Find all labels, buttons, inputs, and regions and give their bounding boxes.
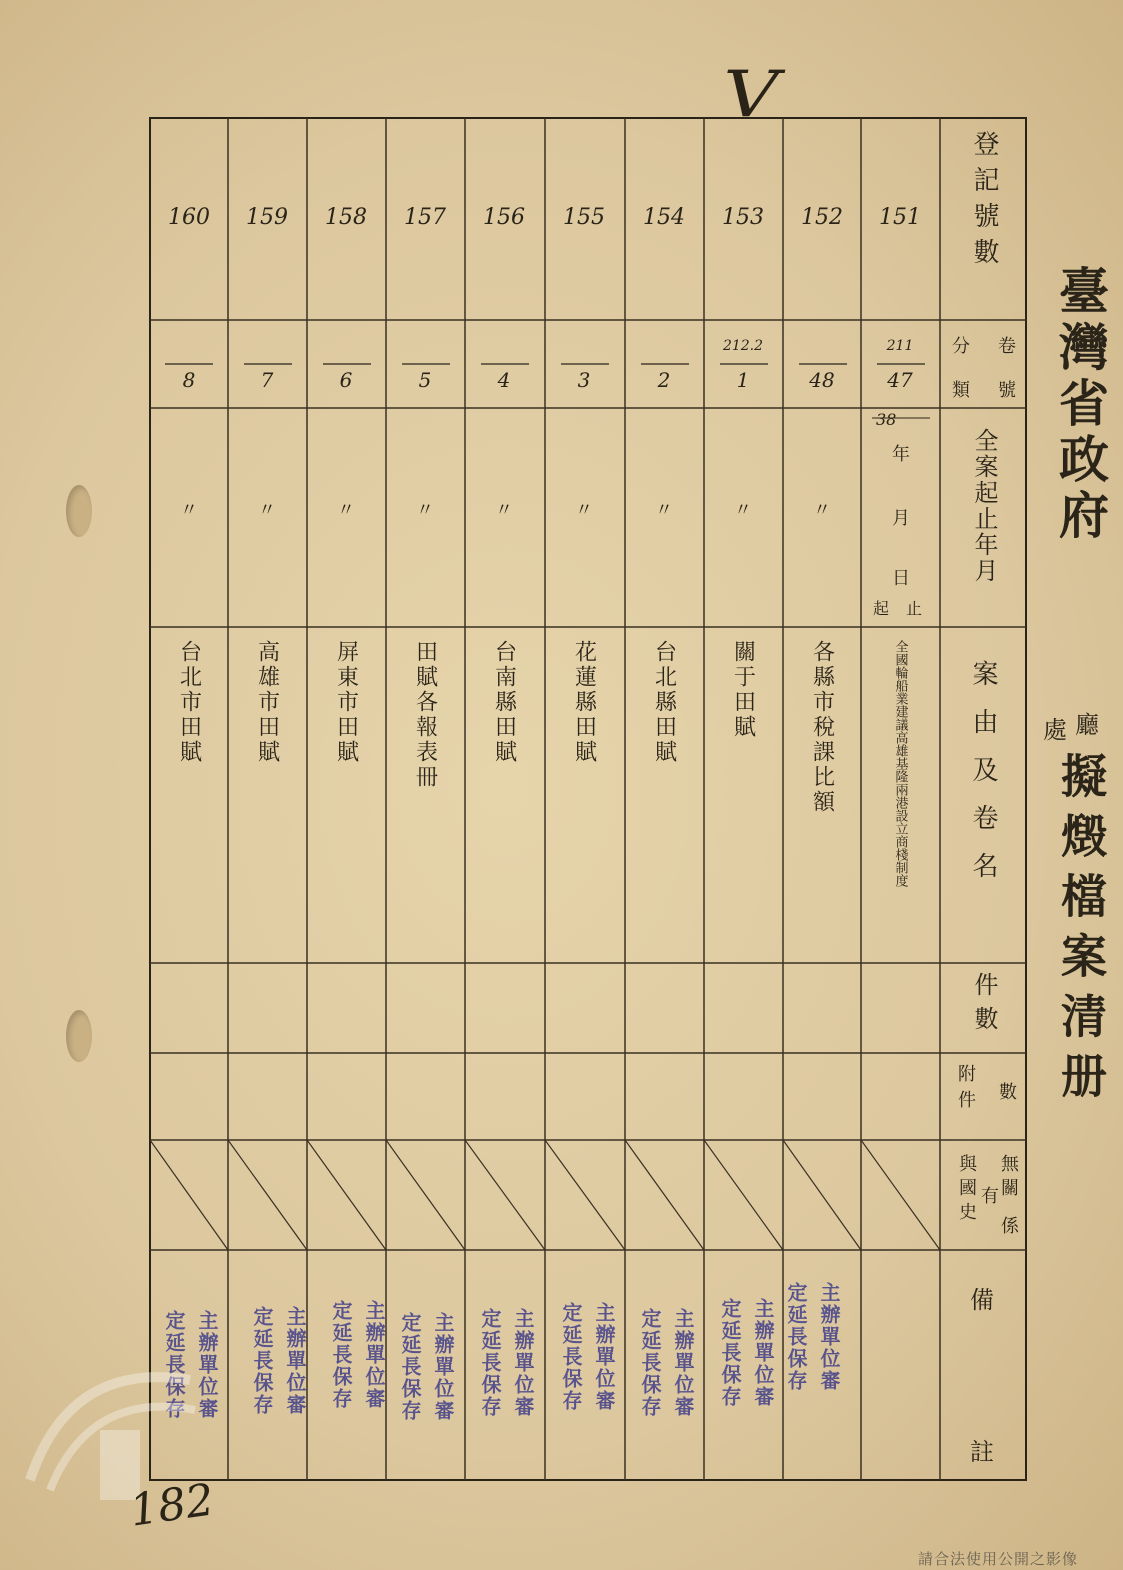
- reg-no-157: 157: [404, 205, 446, 230]
- remark-stamp-153: 定延長保存 主辦單位審: [638, 1308, 695, 1418]
- reg-no-155: 155: [563, 205, 605, 230]
- date-start: 起: [873, 599, 890, 618]
- header-nat-hist-c: 係: [998, 1216, 1019, 1234]
- remark-stamp-151: 定延長保存 主辦單位審: [784, 1282, 841, 1392]
- subject-152: 各縣市稅課比額: [809, 640, 835, 815]
- subject-160: 台北市田賦: [176, 640, 202, 765]
- date-year: 年: [892, 444, 910, 465]
- title-sub-left: 處: [1043, 716, 1067, 744]
- file-no-154: 2: [657, 368, 671, 392]
- header-nat-hist-a: 無關: [998, 1154, 1019, 1202]
- file-no-157: 5: [418, 368, 432, 392]
- subject-157: 田賦各報表冊: [412, 640, 438, 790]
- remark-stamp-155: 定延長保存 主辦單位審: [478, 1308, 535, 1418]
- subject-153: 關于田賦: [730, 640, 756, 740]
- page-number: 182: [126, 1474, 218, 1537]
- date-ditto-156: 〃: [495, 500, 513, 521]
- title-sub-right: 廳: [1075, 711, 1099, 739]
- date-day: 日: [892, 568, 910, 589]
- header-reg-no: 登記號數: [969, 130, 999, 274]
- date-year-num: 38: [876, 410, 897, 429]
- date-ditto-152: 〃: [813, 500, 831, 521]
- header-remarks-a: 備: [970, 1286, 994, 1314]
- class-no-153: 212.2: [722, 338, 764, 354]
- remark-stamp-156: 定延長保存 主辦單位審: [398, 1312, 455, 1422]
- check-mark: V: [723, 58, 779, 132]
- subject-156: 台南縣田賦: [491, 640, 517, 765]
- reg-no-160: 160: [168, 205, 210, 230]
- header-attach-count: 數: [996, 1082, 1017, 1100]
- date-ditto-153: 〃: [734, 500, 752, 521]
- reg-no-151: 151: [879, 205, 921, 230]
- date-ditto-155: 〃: [575, 500, 593, 521]
- file-no-160: 8: [182, 368, 196, 392]
- header-nat-hist-d: 與國史: [956, 1154, 977, 1226]
- subject-158: 屏東市田賦: [333, 640, 359, 765]
- reg-no-158: 158: [325, 205, 367, 230]
- list-title: 擬燬檔案清册: [1054, 752, 1108, 1112]
- subject-155: 花蓮縣田賦: [571, 640, 597, 765]
- subject-159: 高雄市田賦: [254, 640, 280, 765]
- reg-no-154: 154: [643, 205, 685, 230]
- subject-154: 台北縣田賦: [651, 640, 677, 765]
- remark-stamp-159: 定延長保存 主辦單位審: [162, 1310, 219, 1420]
- date-ditto-157: 〃: [416, 500, 434, 521]
- date-end: 止: [906, 599, 923, 618]
- header-item-count: 件數: [970, 972, 998, 1040]
- file-no-155: 3: [577, 368, 591, 392]
- date-ditto-158: 〃: [337, 500, 355, 521]
- date-ditto-154: 〃: [655, 500, 673, 521]
- punch-hole-top: [66, 485, 92, 537]
- remark-stamp-158: 定延長保存 主辦單位審: [250, 1306, 307, 1416]
- header-class-top: 分: [952, 336, 970, 357]
- date-ditto-160: 〃: [180, 500, 198, 521]
- class-no-151: 211: [886, 338, 914, 354]
- reg-no-159: 159: [246, 205, 288, 230]
- header-date-range: 全案起止年月: [970, 428, 998, 584]
- file-no-153: 1: [736, 368, 750, 392]
- header-subject: 案由及卷名: [968, 660, 998, 900]
- header-nat-hist-b: 有: [978, 1186, 999, 1204]
- footer-notice: 請合法使用公開之影像: [918, 1550, 1079, 1568]
- punch-hole-bottom: [66, 1010, 92, 1062]
- reg-no-153: 153: [722, 205, 764, 230]
- reg-no-156: 156: [483, 205, 525, 230]
- header-class-bot: 類: [952, 380, 970, 401]
- remark-stamp-154: 定延長保存 主辦單位審: [559, 1302, 616, 1412]
- file-no-159: 7: [260, 368, 274, 392]
- header-attach-label: 附件: [955, 1064, 976, 1116]
- file-no-156: 4: [497, 368, 511, 392]
- header-file-bot: 號: [998, 380, 1016, 401]
- reg-no-152: 152: [801, 205, 843, 230]
- file-no-158: 6: [339, 368, 353, 392]
- header-file-top: 卷: [998, 336, 1016, 357]
- header-remarks-b: 註: [970, 1438, 994, 1466]
- document-title: 臺灣省政府: [1051, 265, 1110, 545]
- file-no-151: 47: [887, 368, 913, 392]
- remark-stamp-157: 定延長保存 主辦單位審: [329, 1300, 386, 1410]
- date-month: 月: [892, 508, 910, 529]
- file-no-152: 48: [809, 368, 835, 392]
- subject-151: 全國輪船業建議高雄基隆兩港設立商棧制度: [892, 640, 908, 887]
- date-ditto-159: 〃: [258, 500, 276, 521]
- remark-stamp-152: 定延長保存 主辦單位審: [718, 1298, 775, 1408]
